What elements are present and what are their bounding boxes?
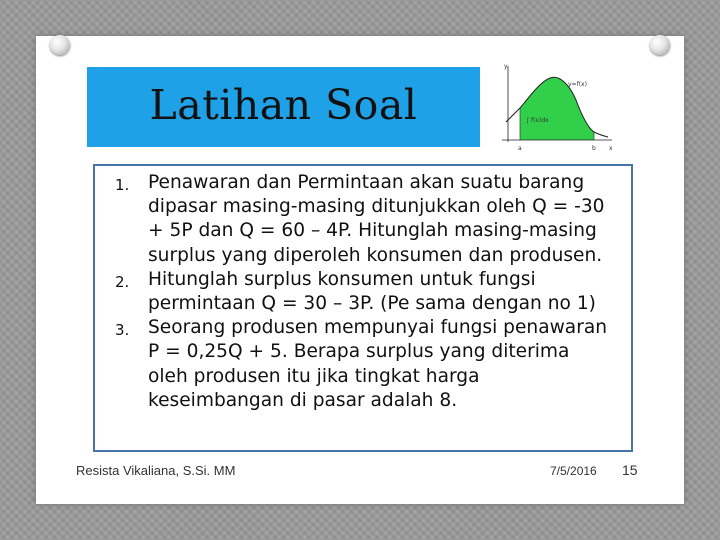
question-box: [93, 164, 633, 452]
title-banner: [87, 67, 480, 147]
integral-graph-image: [496, 60, 616, 155]
graph-a-label: a: [518, 145, 522, 152]
slide-title: Latihan Soal: [149, 81, 418, 129]
graph-curve-label: y=f(x): [568, 81, 587, 88]
pushpin-right-icon: [650, 35, 670, 55]
graph-x-label: x: [609, 145, 613, 152]
graph-y-label: y: [504, 63, 508, 70]
question-item: [115, 171, 615, 268]
question-number: 1.: [115, 176, 130, 194]
footer-page-number: 15: [622, 462, 638, 478]
question-number: 3.: [115, 321, 130, 340]
pushpin-left-icon: [50, 35, 70, 55]
footer-date: 7/5/2016: [550, 464, 597, 478]
question-item: [115, 268, 615, 316]
graph-b-label: b: [592, 145, 596, 152]
question-text: Penawaran dan Permintaan akan suatu barang dipasar masing-masing ditunjukkan oleh Q = -30 + 5P dan Q = 60 – 4P. Hitunglah masing-masing surplus yang diperoleh konsumen dan produsen.: [148, 172, 605, 266]
question-text: Seorang produsen mempunyai fungsi penawaran P = 0,25Q + 5. Berapa surplus yang diterima oleh produsen itu jika tingkat harga keseimbangan di pasar adalah 8.: [148, 317, 608, 411]
question-number: 2.: [115, 272, 130, 291]
question-text: Hitunglah surplus konsumen untuk fungsi permintaan Q = 30 – 3P. (Pe sama dengan no 1): [148, 268, 596, 315]
graph-integral-label: ∫ f(x)dx: [526, 117, 549, 124]
question-item: [115, 316, 615, 413]
question-list: [115, 171, 615, 413]
footer-author: Resista Vikaliana, S.Si. MM: [76, 463, 236, 478]
